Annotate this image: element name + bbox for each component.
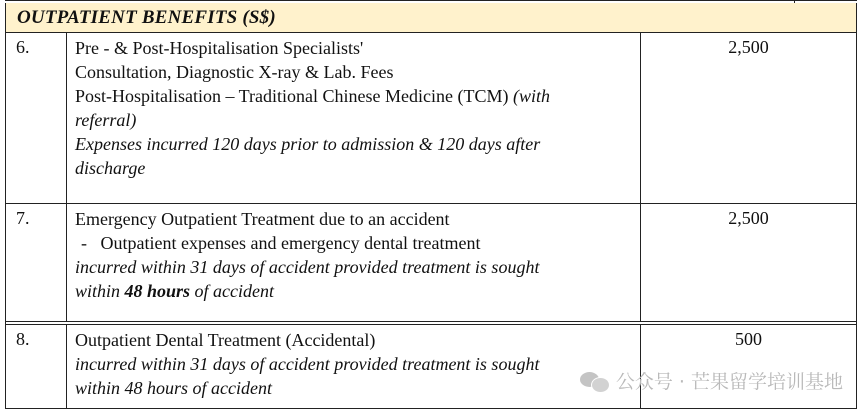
row-number: 8.: [16, 329, 30, 349]
wechat-icon: [580, 370, 610, 392]
description-note: referral): [75, 110, 137, 130]
row-description: [66, 33, 641, 203]
description-line: Emergency Outpatient Treatment due to an accident: [75, 209, 450, 229]
description-note-text: within: [75, 281, 121, 301]
row-description: [66, 325, 641, 408]
description-line: Outpatient Dental Treatment (Accidental): [75, 330, 376, 350]
description-line: Pre - & Post-Hospitalisation Specialists': [75, 38, 364, 58]
watermark-text: 公众号 · 芒果留学培训基地: [615, 371, 843, 393]
description-line: Consultation, Diagnostic X-ray & Lab. Fees: [75, 62, 394, 82]
row-description: [66, 204, 641, 321]
description-note: incurred within 31 days of accident provided treatment is sought: [75, 257, 540, 277]
description-note-text: of accident: [194, 281, 275, 301]
description-text: Post-Hospitalisation – Traditional Chinese Medicine (TCM): [75, 86, 509, 106]
row-number: 6.: [16, 37, 30, 57]
row-amount: 2,500: [728, 208, 769, 228]
row-amount: 2,500: [728, 37, 769, 57]
section-header: [5, 3, 857, 33]
row-amount: 500: [735, 329, 762, 349]
section-title: OUTPATIENT BENEFITS (S$): [17, 7, 276, 28]
description-line: [75, 231, 640, 255]
description-note: (with: [512, 86, 550, 106]
watermark: [580, 367, 843, 394]
description-note: within 48 hours of accident: [75, 378, 272, 398]
emphasis-text: 48 hours: [124, 281, 191, 301]
description-note: discharge: [75, 158, 146, 178]
table-row: [5, 33, 857, 203]
description-note: Expenses incurred 120 days prior to admission & 120 days after: [75, 134, 541, 154]
description-text: Outpatient expenses and emergency dental treatment: [100, 233, 481, 253]
description-line: [75, 84, 640, 108]
row-number: 7.: [16, 208, 30, 228]
description-note: incurred within 31 days of accident provided treatment is sought: [75, 354, 540, 374]
list-dash: -: [81, 233, 87, 253]
description-note: [75, 279, 640, 303]
table-row: [5, 204, 857, 321]
